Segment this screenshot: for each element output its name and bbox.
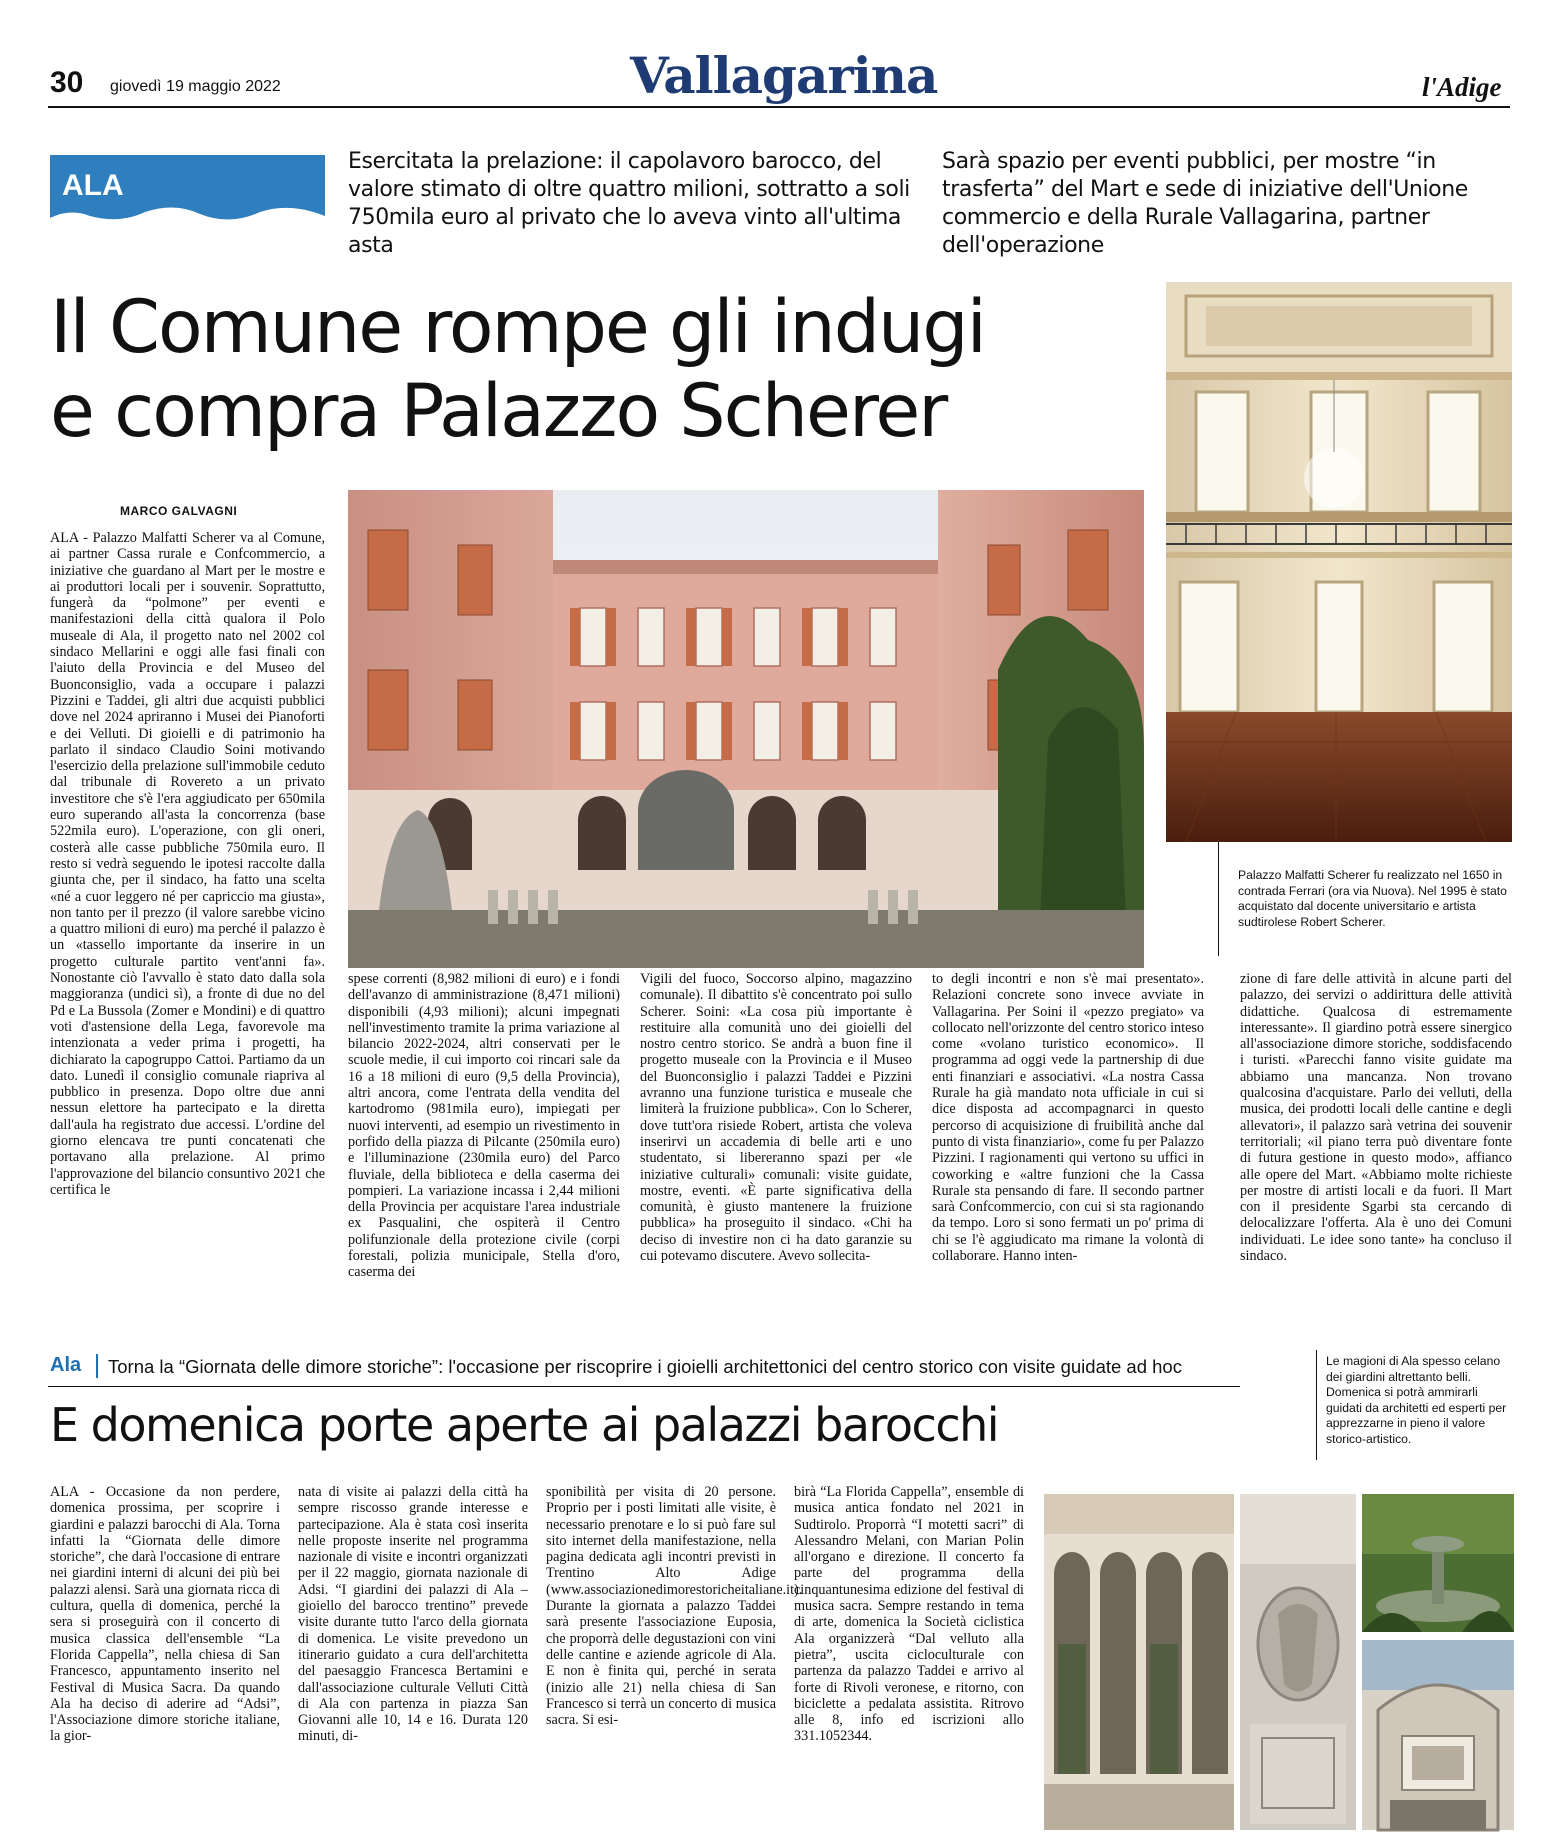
article2-caption-line (1316, 1350, 1317, 1460)
mountain-silhouette-icon (50, 198, 325, 230)
photo-caption: Palazzo Malfatti Scherer fu realizzato nel 1650 in contrada Ferrari (ora via Nuova). Nel 1995 è stato acquistato dal docente universitario e artista sudtirolese Robert Scherer. (1238, 868, 1507, 929)
article1-col-3: Vigili del fuoco, Soccorso alpino, magazzino comunale). Il dibattito s'è concentrato poi sullo Scherer. Soini: «La cosa più importante è restituire alla comunità uno dei gioielli del nostro centro storico. Se andrà a buon fine il progetto museale con la Provincia e il Museo del Buonconsiglio i palazzi Taddei e Pizzini avranno una funzione turistica e museale che limiterà la fruizione pubblica». Con lo Scherer, dove tutt'ora risiede Robert, artista che voleva inserirvi un accademia di belle arti e uno studentato, si libereranno spazi per «le iniziative culturali» comunali: visite guidate, mostre, eventi. «È parte significativa della comunità, è giusto mantenere la fruizione pubblica» ha proseguito il sindaco. «Chi ha deciso di investire non ci ha dato garanzie su cui potevamo discutere. Avevo sollecita- (640, 971, 912, 1265)
section-title: Vallagarina (630, 46, 938, 105)
page-number: 30 (50, 66, 84, 99)
article2-col-1: ALA - Occasione da non perdere, domenica prossima, per scoprire i giardini e palazzi barocchi di Ala. Torna infatti la “Giornata delle dimore storiche”, che darà l'occasione di entrare nei giardini interni di alcuni dei più bei palazzi alensi. Sarà una giornata ricca di cultura, quella di domenica, perché la sera si proseguirà con il concerto di musica classica dell'ensemble “La Florida Cappella”, nella chiesa di San Francesco, appuntamento inserito nel Festival di Musica Sacra. Da quando Ala ha deciso di aderire ad “Adsi”, l'Associazione dimore storiche italiane, la gior- (50, 1484, 280, 1745)
newspaper-logo: l'Adige (1422, 72, 1502, 102)
article2-tag: Ala (50, 1354, 82, 1376)
photo-courtyard (348, 490, 1144, 968)
photo-interior-hall (1166, 282, 1512, 842)
photo-stone-crest (1240, 1494, 1356, 1830)
article1-col-5: zione di fare delle attività in alcune parti del palazzo, dei servizi o addirittura delle attività didattiche. Qualcosa di estremamente interessante». Il giardino potrà essere sinergico all'associazione dimore storiche, soddisfacendo i turisti. «Parecchi fanno visite guidate ma abbiamo una mancanza. Non trovano qualcosina d'acquistare. Parlo dei velluti, della musica, dei prodotti locali delle cantine e degli allevatori», il palazzo sarà vetrina dei souvenir territoriali; «il piano terra può diventare fonte di futura gestione in questo modo», affianco alle opere del Mart. «Abbiamo molte richieste per mostre di artisti locali e da fuori. Il Mart con il presidente Sgarbi sta cercando di delocalizzare l'offerta. Ala è uno dei Comuni individuati. Le idee sono tante» ha concluso il sindaco. (1240, 971, 1512, 1265)
headline-line-2: e compra Palazzo Scherer (50, 369, 947, 454)
location-tag-label: ALA (62, 169, 124, 202)
article1-col-2: spese correnti (8,982 milioni di euro) e i fondi dell'avanzo di amministrazione (8,471 milioni) disponibili (4,93 milioni); alcuni impegnati nell'investimento tramite la prima variazione al bilancio 2022-2024, altri conservati per le scuole medie, il cui importo coi rincari sale da 16 a 18 milioni di euro (9,5 della Provincia), altri ancora, come l'entrata della vendita del kartodromo (981mila euro), impiegati per nuovi interventi, ad esempio un rivestimento in porfido della piazza di Pilcante (250mila euro) e l'illuminazione (230mila euro) del Parco fluviale, della biblioteca e della caserma dei pompieri. La variazione incassa i 2,44 milioni della Provincia per acquistare l'area industriale ex Pasqualini, che ospiterà il Centro polifunzionale della protezione civile (corpi forestali, polizia municipale, Stella d'oro, caserma dei (348, 971, 620, 1281)
byline: MARCO GALVAGNI (120, 504, 238, 518)
header-rule (48, 106, 1510, 108)
article2-col-2: nata di visite ai palazzi della città ha sempre riscosso grande interesse e partecipazione. Ala è stata così inserita nelle proposte inserite nel programma nazionale di visite e incontri organizzati per il 22 maggio, giornata nazionale di Adsi. “I giardini dei palazzi di Ala – gioiello del barocco trentino” prevede visite durante tutto l'arco della giornata di domenica. Le visite prevedono un itinerario guidato a cura dell'architetta del paesaggio Francesca Bertamini e dall'associazione culturale Velluti Città di Ala con partenza in piazza San Giovanni alle 10, 14 e 16. Durata 120 minuti, di- (298, 1484, 528, 1745)
photo-garden-fountain (1362, 1494, 1514, 1632)
article2-col-3: sponibilità per visita di 20 persone. Proprio per i posti limitati alle visite, è necessario prenotare e lo si può fare sul sito internet della manifestazione, nella pagina dedicata agli incontri previsti in Trentino Alto Adige (www.associazionedimorestoricheitaliane.it). Durante la giornata a palazzo Taddei sarà presente l'associazione Euposia, che proporrà delle degustazioni con vini delle cantine e aziende agricole di Ala. E non è finita qui, perché in serata (inizio alle 21) nella chiesa di San Francesco si terrà un concerto di musica sacra. Si esi- (546, 1484, 803, 1729)
headline-line-1: Il Comune rompe gli indugi (50, 285, 985, 370)
article2-col-4: birà “La Florida Cappella”, ensemble di musica antica fondato nel 2021 in Sudtirolo. Proporrà “I motetti sacri” di Alessandro Melani, con Marian Polin all'organo e direzione. Il concerto fa parte del programma della cinquantunesima edizione del festival di musica sacra. Sempre restando in tema di arte, domenica la Società ciclistica Ala organizzerà “Dal velluto alla pietra”, uscita cicloculturale con partenza da palazzo Taddei e arrivo al forte di Rivoli veronese, e ritorno, con biciclette a pedalata assistita. Ritrovo alle 8, info ed iscrizioni allo 331.1052344. (794, 1484, 1024, 1745)
deck-left: Esercitata la prelazione: il capolavoro barocco, del valore stimato di oltre quattro milioni, sottratto a soli 750mila euro al privato che lo aveva vinto all'ultima asta (348, 149, 910, 258)
article1-col-4: to degli incontri e non s'è mai presentato». Relazioni concrete sono invece avviate in Vallagarina. Per Soini il «pezzo pregiato» va collocato nell'orizzonte del centro storico inteso come «volano turistico economico». Il programma ad oggi vede la partnership di due enti finanziari e associativi. «La nostra Cassa Rurale ha già mandato nota ufficiale in cui si dice disposta ad accompagnarci in questo percorso di acquisizione di fruibilità anche dal punto di vista finanziario», come fu per Palazzo Pizzini. I ragionamenti qui vertono su uffici in coworking e «altre funzioni che la Cassa Rurale sta pensando di fare. Il secondo partner sarà Confcommercio, con cui si sta ragionando da tempo. Loro si sono fermati un po' prima di chi se l'è aggiudicato ma rimane la volontà di collaborare. Hanno inten- (932, 971, 1204, 1265)
location-tag (50, 155, 325, 230)
kicker-rule (48, 1386, 1240, 1387)
article2-caption: Le magioni di Ala spesso celano dei giardini altrettanto belli. Domenica si potrà ammirarli guidati da architetti ed esperti per apprezzarne in pieno il valore storico-artistico. (1326, 1354, 1507, 1446)
article2-headline: E domenica porte aperte ai palazzi barocchi (50, 1398, 999, 1452)
headline (50, 286, 1160, 454)
issue-date: giovedì 19 maggio 2022 (110, 78, 281, 95)
photo-arcade (1044, 1494, 1234, 1830)
photo-baroque-portal (1362, 1640, 1514, 1830)
kicker-separator (96, 1354, 98, 1378)
caption-leader-line (1218, 842, 1219, 956)
article2-kicker: Torna la “Giornata delle dimore storiche”: l'occasione per riscoprire i gioielli architettonici del centro storico con visite guidate ad hoc (108, 1356, 1182, 1377)
article1-col-1: ALA - Palazzo Malfatti Scherer va al Comune, ai partner Cassa rurale e Confcommercio, a iniziative che guardano al Mart per le mostre e ai produttori locali per i souvenir. Soprattutto, fungerà da “polmone” per eventi e manifestazioni della città qualora il Polo museale di Ala, il progetto nato nel 2002 col sindaco Mellarini e oggi alle fasi finali con l'aiuto della Provincia e del Museo del Buonconsiglio, vada a occupare i palazzi Pizzini e Taddei, gli altri due acquisti pubblici dove nel 2024 apriranno i Musei dei Pianoforti e dei Velluti. Di gioielli e di patrimonio ha parlato il sindaco Claudio Soini motivando l'esercizio della prelazione sull'immobile ceduto dal tribunale di Rovereto a un privato investitore che s'è l'era aggiudicato per 650mila euro superando all'asta la concorrenza (base 522mila euro). L'operazione, con gli oneri, costerà alle casse pubbliche 750mila euro. Il resto si vedrà seguendo le ipotesi raccolte dalla giunta che, per il sindaco, ha fatto una scelta «né a cuor leggero né per capriccio ma giusta», non tanto per il prezzo (il valore sarebbe vicino a quattro milioni di euro) ma perché il palazzo è un «tassello importante da inserire in un progetto culturale partito vent'anni fa». Nonostante ciò l'avvallo è stato dato dalla sola maggioranza (undici sì), a fronte di due no del Pd e La Bussola (Zomer e Mondini) e di quattro voti d'astensione della Lega, favorevole ma intenzionata a veder prima i progetti, ha dichiarato la capogruppo Cattoi. Partiamo da un dato. Lunedì il consiglio comunale riapriva al pubblico in presenza. Dopo oltre due anni nessun elettore ha partecipato e la diretta dall'aula ha registrato due accessi. L'ordine del giorno elencava tre punti concatenati che portavano alla prelazione. Al primo l'approvazione del bilancio consuntivo 2021 che certifica le (50, 530, 325, 1198)
deck-right: Sarà spazio per eventi pubblici, per mostre “in trasferta” del Mart e sede di iniziative dell'Unione commercio e della Rurale Vallagarina, partner dell'operazione (942, 149, 1468, 258)
